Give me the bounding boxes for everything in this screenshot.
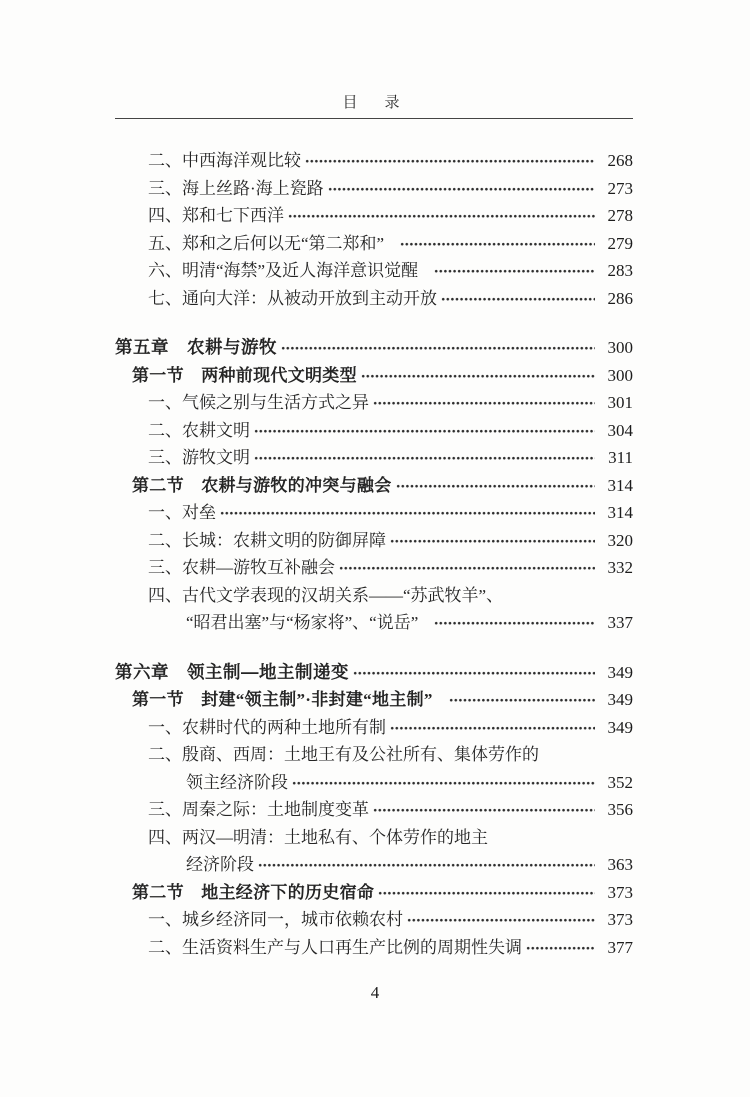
toc-entry-page: 363 xyxy=(607,855,633,874)
toc-entry-page: 273 xyxy=(607,178,633,198)
toc-entry-page: 314 xyxy=(607,475,633,495)
dot-leader xyxy=(434,618,595,627)
toc-entry xyxy=(115,389,633,417)
toc-entry xyxy=(115,714,633,742)
toc-entry-title: 四、两汉—明清：土地私有、个体劳作的地主 xyxy=(148,827,488,847)
toc-entry xyxy=(115,851,633,879)
toc-entry-title: 三、游牧文明 xyxy=(148,448,250,467)
toc-entry-title: 二、生活资料生产与人口再生产比例的周期性失调 xyxy=(148,937,522,957)
toc-entry xyxy=(115,906,633,934)
toc-entry-title: 二、中西海洋观比较 xyxy=(148,151,301,170)
dot-leader xyxy=(361,371,595,380)
toc-entry xyxy=(115,472,633,500)
dot-leader xyxy=(328,184,595,193)
toc-entry-title: 领主经济阶段 xyxy=(186,772,288,792)
toc-entry-title: 四、古代文学表现的汉胡关系——“苏武牧羊”、 xyxy=(148,585,504,605)
toc-entry-page: 337 xyxy=(607,613,633,632)
dot-leader xyxy=(353,668,595,677)
toc-entry-page: 314 xyxy=(607,503,633,522)
page-title: 目 录 xyxy=(342,95,406,111)
dot-leader xyxy=(254,426,595,435)
toc-entry-page: 377 xyxy=(607,937,633,957)
dot-leader xyxy=(378,888,595,897)
toc-entry-page: 349 xyxy=(607,662,633,682)
dot-leader xyxy=(220,508,595,517)
toc-entry-page: 279 xyxy=(607,233,633,253)
toc-entry-page: 300 xyxy=(607,365,633,385)
toc-entry-title: 二、农耕文明 xyxy=(148,420,250,440)
page-number: 4 xyxy=(370,983,380,1002)
toc-entry-page: 320 xyxy=(607,530,633,550)
toc-entry xyxy=(115,741,633,769)
dot-leader xyxy=(305,156,595,165)
toc-entry xyxy=(115,147,633,175)
toc-entry-title: 一、气候之别与生活方式之异 xyxy=(148,393,369,412)
toc-entry xyxy=(115,257,633,285)
toc-entry-title: 第二节 农耕与游牧的冲突与融会 xyxy=(132,475,392,495)
toc-entry-title: 一、农耕时代的两种土地所有制 xyxy=(148,717,386,737)
dot-leader xyxy=(407,915,595,924)
toc-entry xyxy=(115,362,633,390)
toc-entry xyxy=(115,175,633,203)
toc-entry-page: 304 xyxy=(607,420,633,440)
toc-entry-title: 第五章 农耕与游牧 xyxy=(115,337,277,357)
toc-entry-title: 五、郑和之后何以无“第二郑和” xyxy=(148,233,385,253)
toc-entry xyxy=(115,444,633,472)
toc-entry-title: 一、对垒 xyxy=(148,503,216,522)
toc-entry-title: 第六章 领主制—地主制递变 xyxy=(115,661,349,682)
dot-leader xyxy=(441,294,595,303)
dot-leader xyxy=(288,211,595,220)
toc-entry xyxy=(115,659,633,687)
toc-entry-page: 352 xyxy=(607,772,633,792)
toc-entry xyxy=(115,499,633,527)
dot-leader xyxy=(396,481,596,490)
dot-leader xyxy=(373,398,595,407)
header-rule xyxy=(115,118,633,119)
dot-leader xyxy=(526,943,595,952)
dot-leader xyxy=(434,266,595,275)
dot-leader xyxy=(339,563,595,572)
toc-entry xyxy=(115,527,633,555)
toc-entry xyxy=(115,796,633,824)
toc-entry xyxy=(115,334,633,362)
toc-entry xyxy=(115,824,633,852)
toc-entry-page: 301 xyxy=(607,393,633,412)
toc-entry xyxy=(115,609,633,637)
toc-entry-page: 373 xyxy=(607,910,633,929)
toc-entry-title: 三、海上丝路·海上瓷路 xyxy=(148,178,324,198)
toc-entry-page: 356 xyxy=(607,800,633,819)
toc-entry xyxy=(115,202,633,230)
toc-entry-title: 七、通向大洋：从被动开放到主动开放 xyxy=(148,288,437,308)
toc-entry-title: 二、殷商、西周：土地王有及公社所有、集体劳作的 xyxy=(148,745,539,764)
toc-entry xyxy=(115,230,633,258)
toc-entry-page: 311 xyxy=(608,448,633,467)
toc-entry xyxy=(115,417,633,445)
toc-entry-title: 二、长城：农耕文明的防御屏障 xyxy=(148,530,386,550)
toc-entry-title: 三、周秦之际：土地制度变革 xyxy=(148,800,369,819)
toc-entry-page: 278 xyxy=(607,206,633,225)
toc-entry-page: 286 xyxy=(607,288,633,308)
toc-entry-page: 349 xyxy=(607,690,633,709)
toc-entry xyxy=(115,554,633,582)
toc-entry xyxy=(115,285,633,313)
toc-entry-title: 第二节 地主经济下的历史宿命 xyxy=(132,882,375,902)
toc-entry xyxy=(115,582,633,610)
toc-entry-title: 经济阶段 xyxy=(186,855,254,874)
toc-entry-title: 三、农耕—游牧互补融会 xyxy=(148,558,335,577)
toc-entry-title: 第一节 两种前现代文明类型 xyxy=(132,365,357,385)
toc-entry-page: 268 xyxy=(607,151,633,170)
toc-entry xyxy=(115,769,633,797)
dot-leader xyxy=(258,860,595,869)
dot-leader xyxy=(254,453,595,462)
toc-entry-title: 一、城乡经济同一，城市依赖农村 xyxy=(148,910,403,929)
dot-leader xyxy=(390,723,595,732)
dot-leader xyxy=(449,695,595,704)
toc-entry-page: 300 xyxy=(607,338,633,357)
toc-entry-page: 349 xyxy=(607,717,633,737)
dot-leader xyxy=(390,536,595,545)
dot-leader xyxy=(400,239,595,248)
toc-entry-title: 第一节 封建“领主制”·非封建“地主制” xyxy=(132,690,433,709)
toc-entry-page: 283 xyxy=(607,261,633,280)
toc-entry-title: 四、郑和七下西洋 xyxy=(148,206,284,225)
toc-entry xyxy=(115,934,633,962)
dot-leader xyxy=(281,343,595,352)
dot-leader xyxy=(373,805,595,814)
toc-list xyxy=(115,147,633,961)
toc-entry xyxy=(115,879,633,907)
toc-entry-title: 六、明清“海禁”及近人海洋意识觉醒 xyxy=(148,261,419,280)
dot-leader xyxy=(292,778,595,787)
toc-entry-page: 373 xyxy=(607,882,633,902)
toc-entry xyxy=(115,686,633,714)
toc-entry-title: “昭君出塞”与“杨家将”、“说岳” xyxy=(186,613,419,632)
page-header xyxy=(115,94,633,119)
toc-entry-page: 332 xyxy=(607,558,633,577)
